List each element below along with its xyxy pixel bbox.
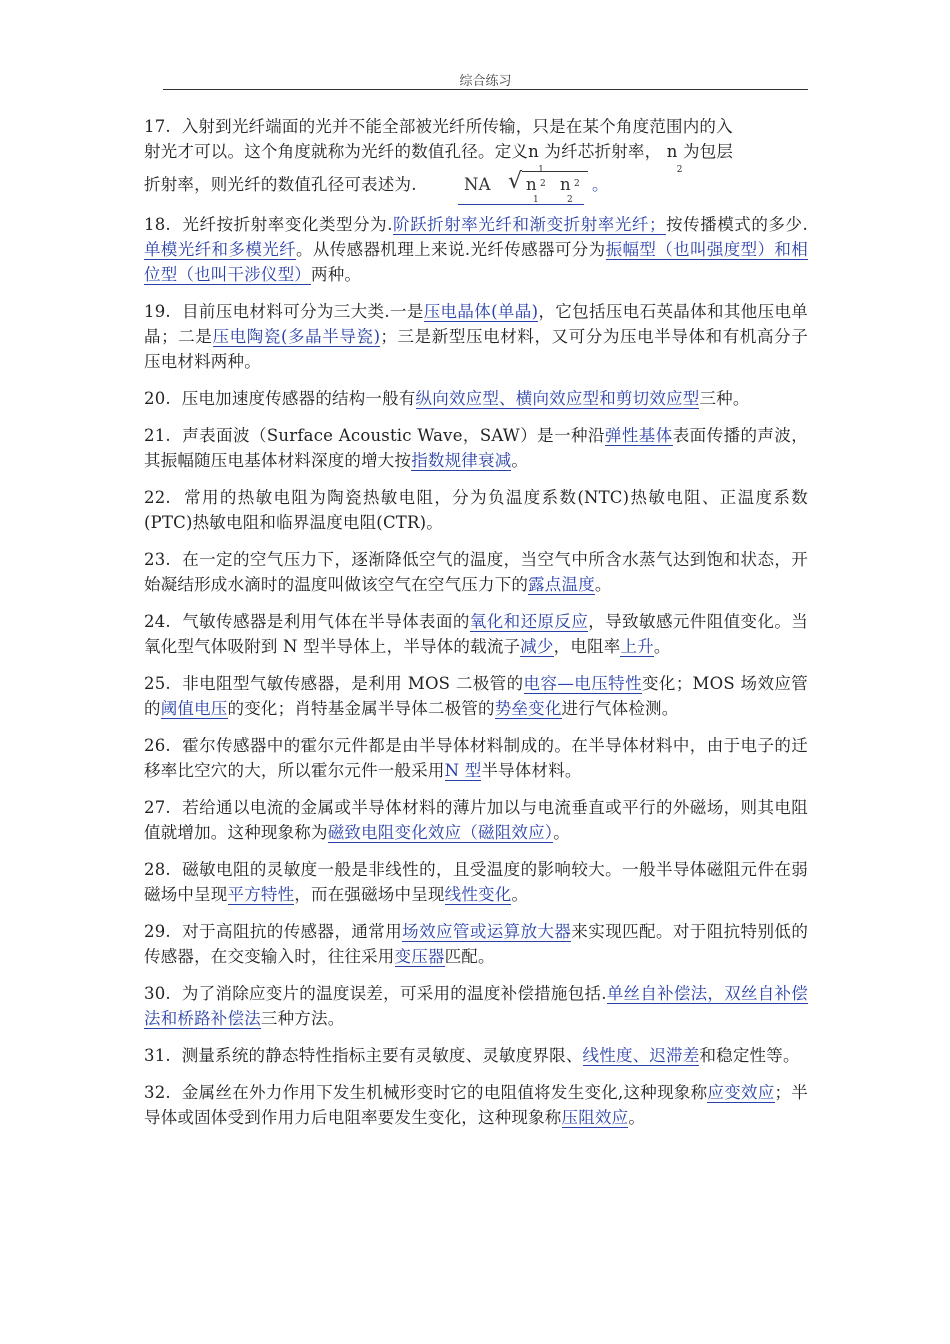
q17-number: 17. xyxy=(144,117,171,136)
question-24 xyxy=(144,609,808,659)
question-32 xyxy=(144,1080,808,1130)
answer-blank: 单模光纤和多模光纤 xyxy=(144,240,296,259)
question-text: 目前压电材料可分为三大类.一是 xyxy=(182,302,424,321)
question-text: 按传播模式的多少. xyxy=(665,215,808,234)
question-31 xyxy=(144,1043,808,1068)
question-text: 。 xyxy=(594,575,612,594)
q17-line2 xyxy=(144,139,808,175)
sqrt-sign: √ xyxy=(508,169,523,194)
answer-blank: 平方特性 xyxy=(227,885,295,904)
question-text: 霍尔传感器中的霍尔元件都是由半导体材料制成的。在半导体材料中，由于电子的迁移率比空穴的大，所以霍尔元件一般采用 xyxy=(144,736,809,780)
formula-n2-sup: 2 xyxy=(574,179,580,189)
question-number: 32. xyxy=(144,1083,171,1102)
question-text: ，导致敏感元件阻值变化。当氧化型气体吸附到 N 型半导体上，半导体的载流子 xyxy=(144,612,809,656)
question-number: 23. xyxy=(144,550,171,569)
question-text: 的变化；肖特基金属半导体二极管的 xyxy=(227,699,495,718)
question-text: 。从传感器机理上来说.光纤传感器可分为 xyxy=(295,240,606,259)
question-number: 26. xyxy=(144,736,171,755)
question-29 xyxy=(144,919,808,969)
question-text: 常用的热敏电阻为陶瓷热敏电阻，分为负温度系数(NTC)热敏电阻、正温度系数(PTC)热敏电阻和临界温度电阻(CTR)。 xyxy=(144,488,809,532)
question-text: 半导体材料。 xyxy=(481,761,582,780)
question-text: 。 xyxy=(653,637,671,656)
question-number: 30. xyxy=(144,984,171,1003)
question-text: 测量系统的静态特性指标主要有灵敏度、灵敏度界限、 xyxy=(181,1046,583,1065)
question-28 xyxy=(144,857,808,907)
q17-end-mark: 。 xyxy=(592,175,609,194)
answer-blank: 阈值电压 xyxy=(160,699,228,718)
question-number: 28. xyxy=(144,860,171,879)
question-text: 压电加速度传感器的结构一般有 xyxy=(181,389,416,408)
question-number: 18. xyxy=(144,215,171,234)
question-number: 21. xyxy=(144,426,171,445)
question-list xyxy=(144,212,808,1130)
question-number: 20. xyxy=(144,389,171,408)
question-number: 22. xyxy=(144,488,171,507)
question-text: 气敏传感器是利用气体在半导体表面的 xyxy=(182,612,470,631)
question-text: 金属丝在外力作用下发生机械形变时它的电阻值将发生变化,这种现象称 xyxy=(181,1083,708,1102)
header-rule xyxy=(163,89,808,90)
question-text: ；三是新型压电材料，又可分为压电半导体和有机高分子压电材料两种。 xyxy=(144,327,809,371)
q17-na-label: NA xyxy=(464,175,491,194)
question-text: 若给通以电流的金属或半导体材料的薄片加以与电流垂直或平行的外磁场，则其电阻值就增加。这种现象称为 xyxy=(144,798,809,842)
question-30 xyxy=(144,981,808,1031)
question-19 xyxy=(144,299,808,374)
question-text: 三种。 xyxy=(699,389,750,408)
answer-blank: 势垒变化 xyxy=(494,699,562,718)
q17-n2-symbol: n xyxy=(666,142,678,161)
question-text: 对于高阻抗的传感器，通常用 xyxy=(182,922,403,941)
answer-blank: 压电晶体(单晶) xyxy=(423,302,539,321)
answer-blank: 氧化和还原反应 xyxy=(469,612,589,631)
q17-text-2b: 为纤芯折射率， xyxy=(544,142,662,161)
question-text: 匹配。 xyxy=(444,947,495,966)
answer-blank: 压阻效应 xyxy=(561,1108,629,1127)
question-number: 24. xyxy=(144,612,171,631)
question-number: 31. xyxy=(144,1046,171,1065)
q17-n2-sub: 2 xyxy=(676,165,683,175)
q17-n1-sub: 1 xyxy=(538,165,545,175)
formula-n2: n xyxy=(560,175,571,194)
answer-blank: 场效应管或运算放大器 xyxy=(402,922,572,941)
question-text: 三种方法。 xyxy=(260,1009,345,1028)
question-text: 非电阻型气敏传感器，是利用 MOS 二极管的 xyxy=(182,674,524,693)
question-text: 和稳定性等。 xyxy=(699,1046,800,1065)
question-text: 磁敏电阻的灵敏度一般是非线性的，且受温度的影响较大。一般半导体磁阻元件在弱磁场中呈现 xyxy=(144,860,809,904)
question-text: 变化；MOS 场效应管的 xyxy=(144,674,809,718)
question-text: ；半导体或固体受到作用力后电阻率要发生变化，这种现象称 xyxy=(144,1083,809,1127)
question-21 xyxy=(144,423,808,473)
answer-blank: 阶跃折射率光纤和渐变折射率光纤； xyxy=(392,215,666,234)
q17-text-3: 折射率，则光纤的数值孔径可表述为. xyxy=(144,175,417,194)
question-text: 两种。 xyxy=(311,265,362,284)
question-text: ，而在强磁场中呈现 xyxy=(294,885,445,904)
question-number: 25. xyxy=(144,674,171,693)
question-text: 为了消除应变片的温度误差，可采用的温度补偿措施包括. xyxy=(181,984,607,1003)
answer-blank: N 型 xyxy=(444,761,482,780)
question-22 xyxy=(144,485,808,535)
question-number: 27. xyxy=(144,798,171,817)
question-text: 。 xyxy=(511,885,529,904)
answer-blank: 纵向效应型、横向效应型和剪切效应型 xyxy=(415,389,700,408)
q17-text-2a: 射光才可以。这个角度就称为光纤的数值孔径。定义 xyxy=(144,142,529,161)
question-text: 在一定的空气压力下，逐渐降低空气的温度，当空气中所含水蒸气达到饱和状态，开始凝结形成水滴时的温度叫做该空气在空气压力下的 xyxy=(144,550,809,594)
question-text: 。 xyxy=(553,823,570,842)
q17-n1 xyxy=(528,142,545,175)
answer-blank: 磁致电阻变化效应（磁阻效应） xyxy=(327,823,554,842)
question-text: 进行气体检测。 xyxy=(561,699,679,718)
answer-blank: 压电陶瓷(多晶半导瓷) xyxy=(212,327,381,346)
answer-blank: 上升 xyxy=(620,637,654,656)
formula-n1: n xyxy=(526,175,537,194)
page-header-title: 综合练习 xyxy=(459,74,512,89)
answer-blank: 指数规律衰减 xyxy=(411,451,512,470)
question-23 xyxy=(144,547,808,597)
answer-blank: 振幅型（也叫强度型）和相位型（也叫干涉仪型） xyxy=(144,240,809,284)
question-number: 19. xyxy=(144,302,171,321)
question-text: 声表面波（Surface Acoustic Wave，SAW）是一种沿 xyxy=(182,426,605,445)
q17-text-1: 入射到光纤端面的光并不能全部被光纤所传输，只是在某个角度范围内的入 xyxy=(181,117,733,136)
formula-n1-sub: 1 xyxy=(533,195,539,205)
q17-text-2c: 为包层 xyxy=(683,142,734,161)
formula-n1-sup: 2 xyxy=(540,179,546,189)
answer-blank: 减少 xyxy=(520,637,554,656)
document-body xyxy=(144,114,808,1142)
question-number: 29. xyxy=(144,922,171,941)
answer-blank: 电容—电压特性 xyxy=(523,674,642,693)
question-text: 光纤按折射率变化类型分为. xyxy=(182,215,393,234)
question-text: ，电阻率 xyxy=(553,637,621,656)
question-text: 表面传播的声波，其振幅随压电基体材料深度的增大按 xyxy=(144,426,808,470)
question-text: ，它包括压电石英晶体和其他压电单晶；二是 xyxy=(144,302,809,346)
question-25 xyxy=(144,671,808,721)
question-26 xyxy=(144,733,808,783)
q17-n2 xyxy=(666,142,683,175)
formula-n2-sub: 2 xyxy=(567,195,573,205)
question-text: 。 xyxy=(511,451,529,470)
question-text: 来实现匹配。对于阻抗特别低的传感器，在交变输入时，往往采用 xyxy=(144,922,809,966)
answer-blank: 弹性基体 xyxy=(604,426,673,445)
q17-line1 xyxy=(144,114,808,139)
answer-blank: 单丝自补偿法，双丝自补偿法和桥路补偿法 xyxy=(144,984,808,1028)
question-text: 。 xyxy=(628,1108,646,1127)
question-17 xyxy=(144,114,808,206)
answer-blank: 应变效应 xyxy=(707,1083,775,1102)
question-18 xyxy=(144,212,808,287)
q17-formula-line xyxy=(144,166,808,206)
answer-blank: 线性变化 xyxy=(444,885,512,904)
question-27 xyxy=(144,795,808,845)
answer-blank: 线性度、迟滞差 xyxy=(582,1046,700,1065)
answer-blank: 露点温度 xyxy=(528,575,595,594)
q17-n1-symbol: n xyxy=(528,142,539,161)
answer-blank: 变压器 xyxy=(394,947,445,966)
question-20 xyxy=(144,386,808,411)
